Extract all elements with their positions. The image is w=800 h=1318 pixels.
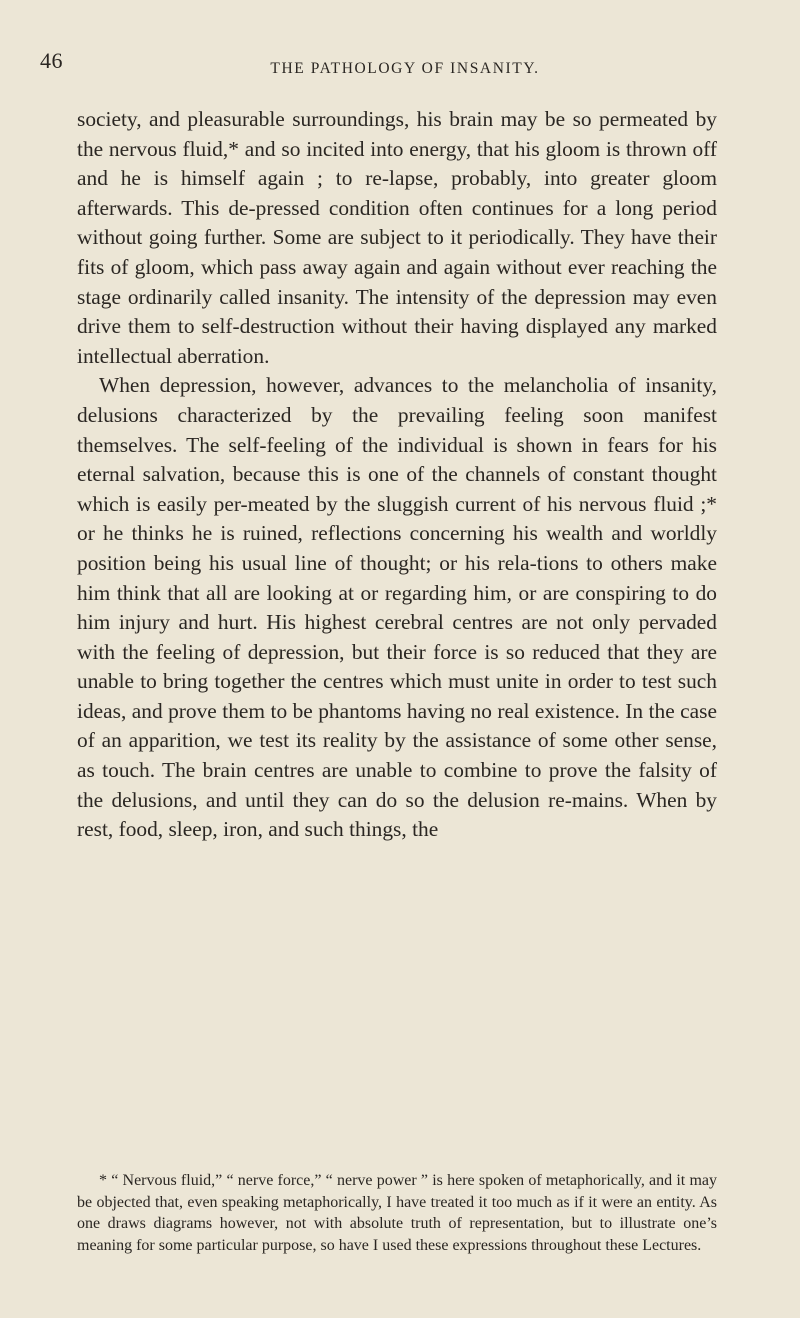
running-head: THE PATHOLOGY OF INSANITY.	[270, 60, 540, 77]
footnote: * “ Nervous fluid,” “ nerve force,” “ nerve power ” is here spoken of metaphorically, and it may be objected that, even speaking metaphorically, I have treated it too much as if it were an entity. As one draws diagrams however, not with absolute truth of representation, but to illustrate one’s meaning for some particular purpose, so have I used these expressions throughout these Lectures.	[77, 1172, 717, 1254]
page-number: 46	[40, 48, 63, 73]
page-header	[40, 48, 740, 82]
paragraph-continuation: society, and pleasurable surroundings, his brain may be so permeated by the nervous fluid,* and so incited into energy, that his gloom is thrown off and he is himself again ; to re-lapse, probably, into greater gloom afterwards. This de-pressed condition often continues for a long period without going further. Some are subject to it periodically. They have their fits of gloom, which pass away again and again without ever reaching the stage ordinarily called insanity. The intensity of the depression may even drive them to self-destruction without their having displayed any marked intellectual aberration.	[77, 107, 717, 368]
paragraph-melancholia: When depression, however, advances to the melancholia of insanity, delusions characterized by the prevailing feeling soon manifest themselves. The self-feeling of the individual is shown in fears for his eternal salvation, because this is one of the channels of constant thought which is easily per-meated by the sluggish current of his nervous fluid ;* or he thinks he is ruined, reflections concerning his wealth and worldly position being his usual line of thought; or his rela-tions to others make him think that all are looking at or regarding him, or are conspiring to do him injury and hurt. His highest cerebral centres are not only pervaded with the feeling of depression, but their force is so reduced that they are unable to bring together the centres which must unite in order to test such ideas, and prove them to be phantoms having no real existence. In the case of an apparition, we test its reality by the assistance of some other sense, as touch. The brain centres are unable to combine to prove the falsity of the delusions, and until they can do so the delusion re-mains. When by rest, food, sleep, iron, and such things, the	[77, 373, 717, 842]
body-text	[77, 105, 717, 845]
